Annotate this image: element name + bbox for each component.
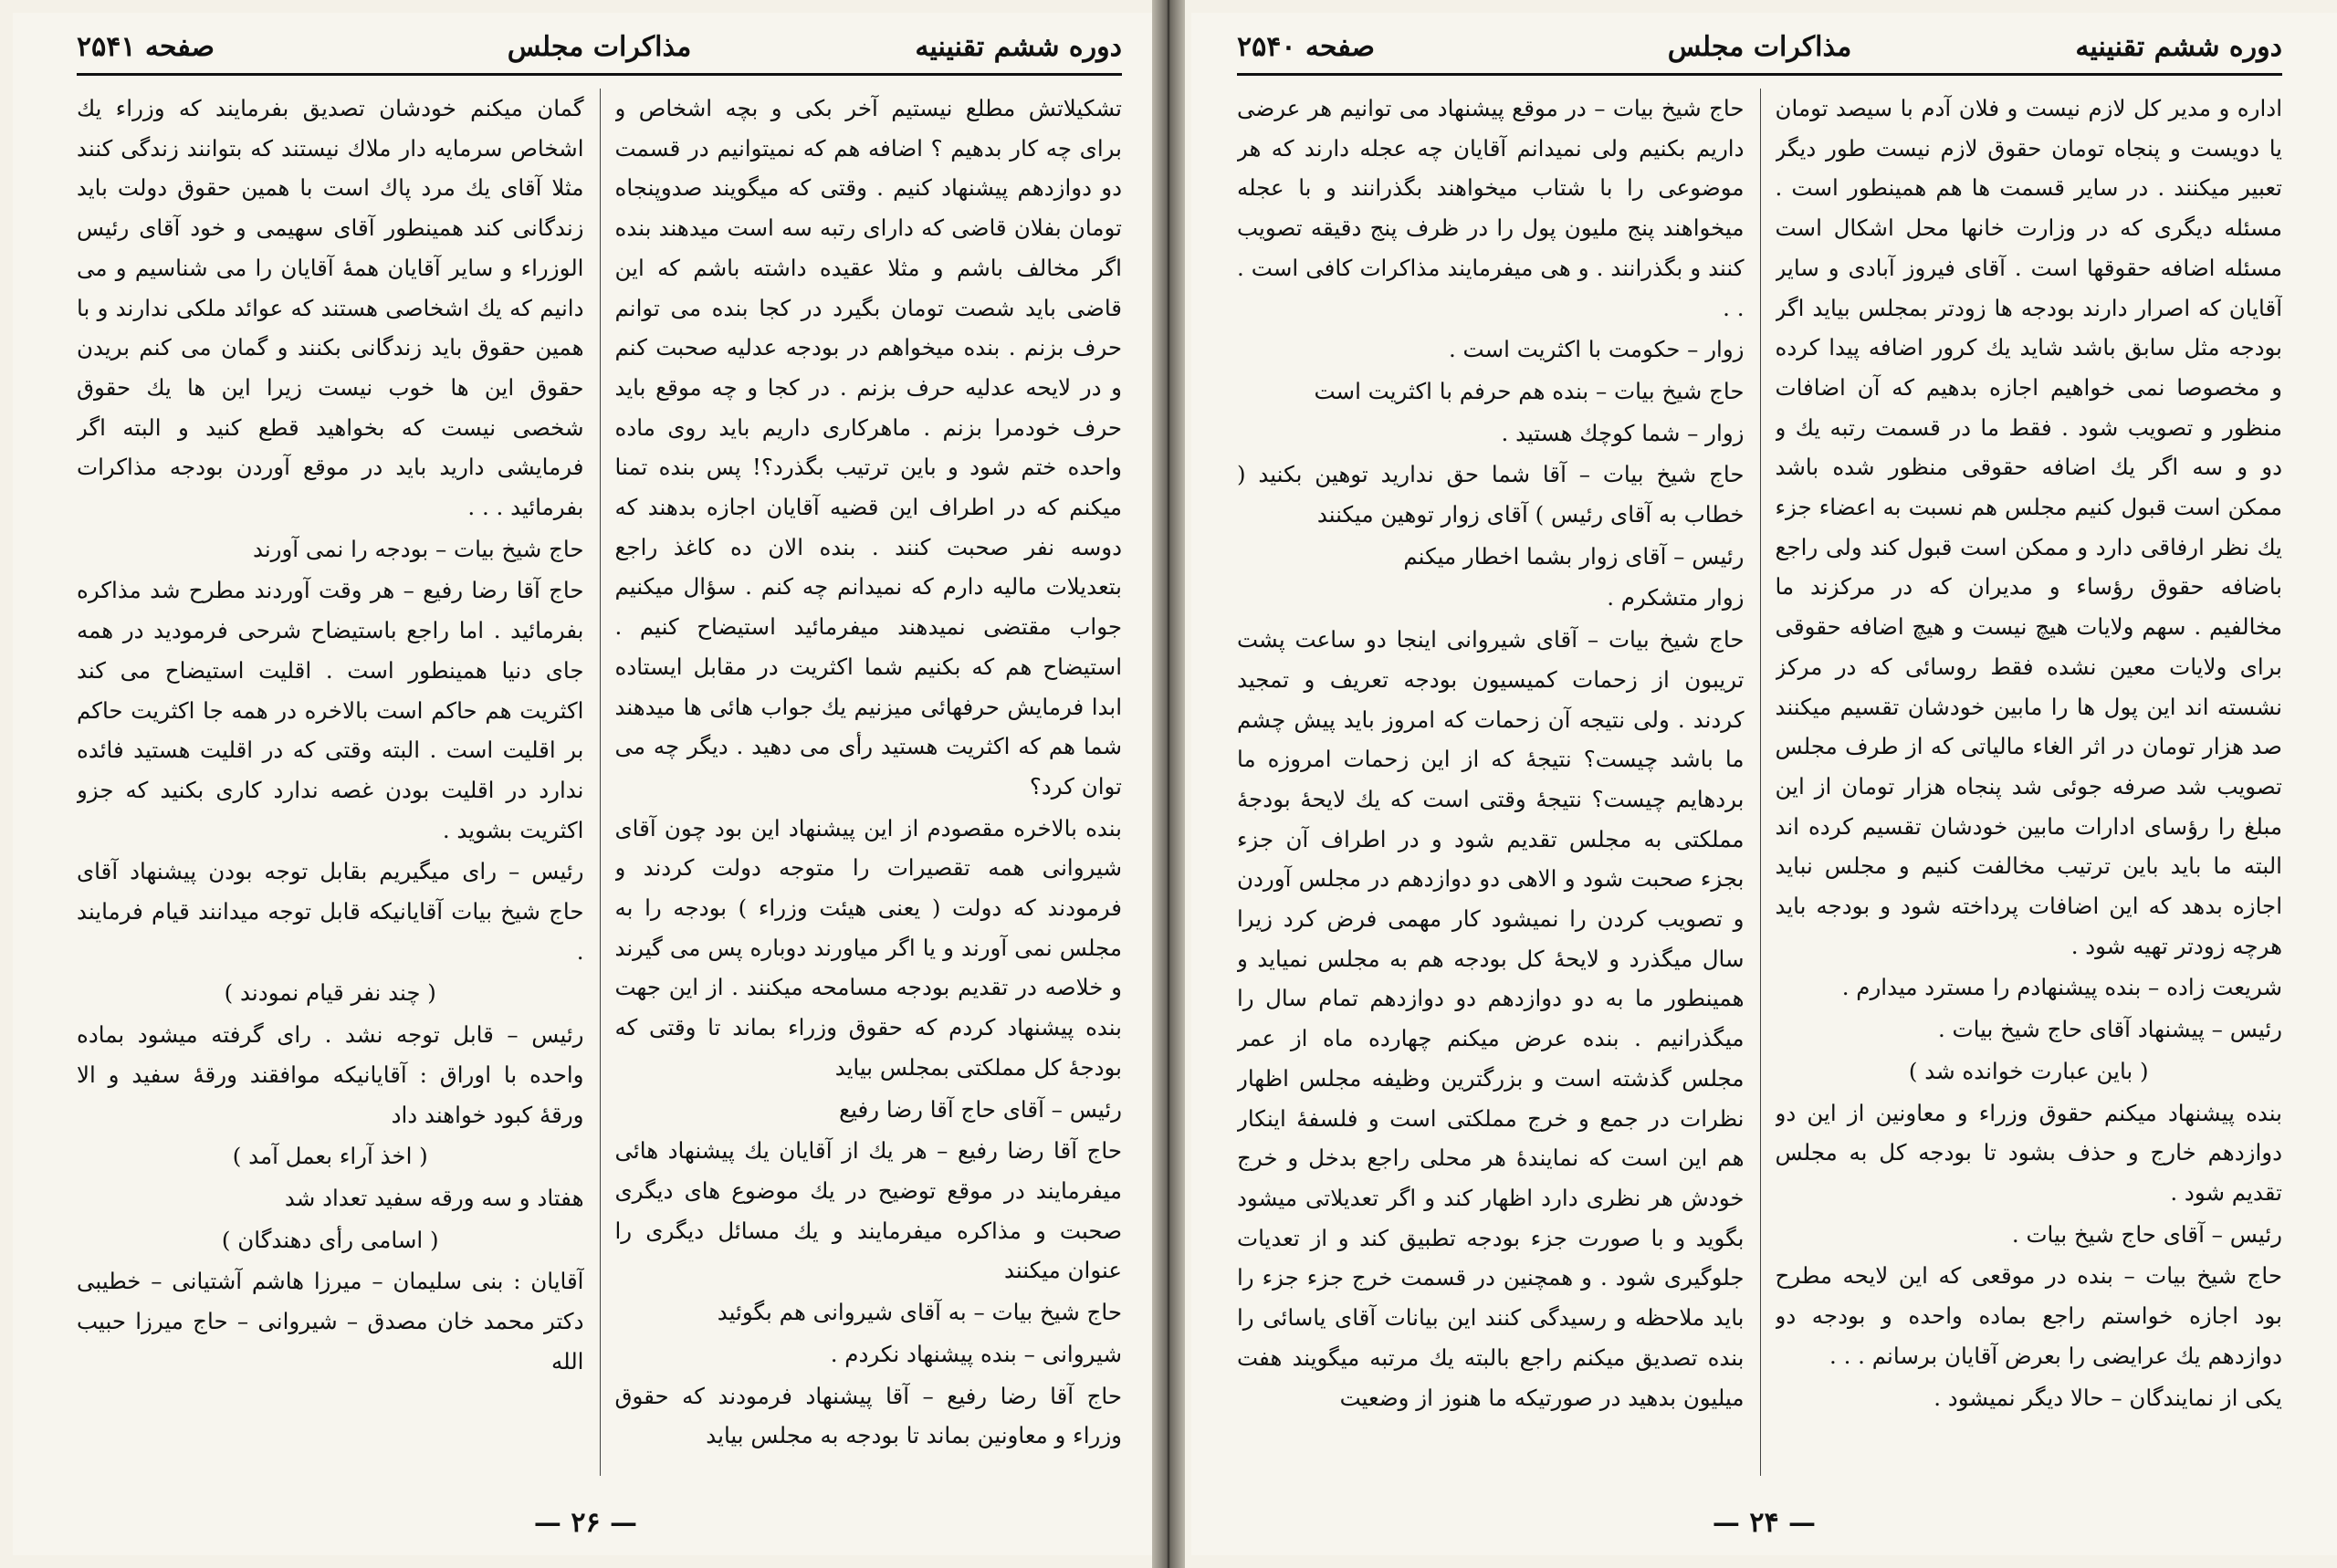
page-footer-number: — ۲۴ —: [1712, 1507, 1817, 1539]
paragraph: رئیس – آقای حاج شیخ بیات .: [2011, 1220, 2282, 1248]
paragraph: زوار – حکومت با اکثریت است .: [1448, 336, 1745, 363]
paragraph: ( چند نفر قیام نمودند ): [224, 979, 436, 1007]
right-column: [1776, 89, 2283, 1476]
paragraph: آقایان : بنی سلیمان – میرزا هاشم آشتیانی – خطیبی دکتر محمد خان مصدق – شیروانی – حاج میرزا حبیب الله: [77, 1268, 584, 1375]
paragraph: حاج شیخ بیات – آقای شیروانی اینجا دو ساعت پشت تریبون از زحمات کمیسیون بودجه تعریف و تمجید کردند . ولی نتیجه آن زحمات که امروز باید پیش چشم ما باشد چیست؟ نتیجهٔ که از این زحمات امروزه ما بردهایم چیست؟ نتیجهٔ وقتی است که یك لایحهٔ بودجهٔ مملکتی به مجلس تقدیم شود و در اطراف آن جزء بجزء صحبت شود و الاهی دو دوازدهم در مجلس آوردن و تصویب کردن را نمیشود کار مهمی فرض کرد زیرا سال میگذرد و لایحهٔ کل بودجه هم به مجلس نمیاید و همینطور ما به دو دوازدهم دو دوازدهم تمام سال را میگذرانیم . بنده عرض میکنم چهارده ماه از عمر مجلس گذشته است و بزرگترین وظیفه مجلس اظهار نظرات در جمع و خرج مملکتی است و فلسفهٔ اینکار هم این است که نمایندهٔ هر محلی راجع بدخل و خرج خودش هر نظری دارد اظهار کند و اگر تعدیلاتی میشود بگوید و با صورت جزء بودجه تطبیق کند و از تعدیات جلوگیری شود . و همچنین در قسمت خرج جزء جزء را باید ملاحظه و رسیدگی کنند این بیانات آقای یاسائی را بنده تصدیق میکنم راجع بالبته یك مرتبه میگویند هفت میلیون بدهید در صورتیکه ما هنوز از وضعیت: [1237, 626, 1745, 1411]
paragraph: حاج شیخ بیات – به آقای شیروانی هم بگوئید: [717, 1299, 1122, 1326]
paragraph: شریعت زاده – بنده پیشنهادم را مسترد میدارم .: [1841, 974, 2282, 1001]
paragraph: حاج شیخ بیات – در موقع پیشنهاد می توانیم هر عرضی داریم بکنیم ولی نمیدانم آقایان چه عجله دارند که هر موضوعی را با شتاب میخواهند بگذرانند و با عجله میخواهند پنج ملیون پول را در ظرف پنج دقیقه تصویب کنند و بگذرانند . و هی میفرمایند مذاکرات کافی است . . .: [1237, 95, 1745, 321]
page-header: [77, 20, 1122, 76]
text-columns: [1237, 89, 2282, 1476]
paragraph: رئیس – رای میگیریم بقابل توجه بودن پیشنهاد آقای حاج شیخ بیات آقایانیکه قابل توجه میدانند قیام فرمایند .: [77, 858, 584, 965]
paragraph: رئیس – آقای حاج آقا رضا رفیع: [839, 1095, 1122, 1123]
paragraph: زوار متشکرم .: [1607, 584, 1745, 612]
paragraph: ( اخذ آراء بعمل آمد ): [232, 1143, 428, 1170]
paragraph: تشکیلاتش مطلع نیستیم آخر بکی و بچه اشخاص و برای چه کار بدهیم ؟ اضافه هم که نمیتوانیم در قسمت دو دوازدهم پیشنهاد کنیم . وقتی که میگویند صدوپنجاه تومان بفلان قاضی که دارای رتبه سه است میدهند بنده اگر مخالف باشم و مثلا عقیده داشته باشم که این قاضی باید شصت تومان بگیرد در کجا بنده می توانم حرف بزنم . بنده میخواهم در بودجه عدلیه صحبت کنم و در لایحه عدلیه حرف بزنم . در کجا و چه موقع باید حرف خودمرا بزنم . ماهرکاری داریم باید روی ماده واحده ختم شود و باین ترتیب بگذرد؟! پس بنده تمنا میکنم که در اطراف این قضیه آقایان اجازه بدهند که دوسه نفر صحبت کنند . بنده الان ده کاغذ راجع بتعدیلات مالیه دارم که نمیدانم چه کنم . سؤال میکنیم جواب مقتضی نمیدهند میفرمائید استیضاح کنیم . استیضاح هم که بکنیم شما اکثریت در مقابل ایستاده ابدا فرمایش حرفهائی میزنیم یك جواب هائی ها میدهند شما هم که اکثریت هستید رأی می دهید . دیگر چه می توان کرد؟: [614, 95, 1122, 800]
column-divider: [1760, 89, 1761, 1476]
book-gutter: [1152, 0, 1185, 1568]
text-columns: [77, 89, 1122, 1476]
paragraph: حاج آقا رضا رفیع – هر وقت آوردند مطرح شد مذاکره بفرمائید . اما راجع باستیضاح شرحی فرمودید در همه جای دنیا همینطور است . اقلیت استیضاح می کند اکثریت هم حاکم است بالاخره در همه جا اکثریت حاکم بر اقلیت است . البته وقتی که در اقلیت هستید فائده ندارد در اقلیت بودن غصه ندارد کاری بکنید که جزو اکثریت بشوید .: [77, 577, 584, 843]
page-footer-number: — ۲۶ —: [533, 1507, 638, 1539]
right-column: [615, 89, 1123, 1476]
paragraph: حاج شیخ بیات – بنده هم حرفم با اکثریت است: [1314, 377, 1745, 404]
paragraph: یکی از نمایندگان – حالا دیگر نمیشود .: [1934, 1384, 2282, 1411]
paragraph: بنده پیشنهاد میکنم حقوق وزراء و معاونین از این دو دوازدهم خارج و حذف بشود تا بودجه کل به مجلس تقدیم شود .: [1775, 1099, 2282, 1206]
left-column: [1237, 89, 1745, 1476]
paragraph: هفتاد و سه ورقه سفید تعداد شد: [284, 1184, 584, 1211]
column-divider: [600, 89, 601, 1476]
paragraph: رئیس – آقای زوار بشما اخطار میکنم: [1403, 542, 1745, 570]
right-page: [1191, 13, 2337, 1555]
paragraph: رئیس – قابل توجه نشد . رای گرفته میشود بماده واحده با اوراق : آقایانیکه موافقند ورقهٔ سفید و الا ورقهٔ کبود خواهند داد: [77, 1021, 584, 1128]
left-page: [13, 13, 1158, 1555]
paragraph: حاج شیخ بیات – بنده در موقعی که این لایحه مطرح بود اجازه خواستم راجع بماده واحده و بودجه دو دوازدهم یك عرایضی را بعرض آقایان برسانم . . .: [1775, 1262, 2282, 1369]
paragraph: ( باین عبارت خوانده شد ): [1908, 1057, 2149, 1084]
paragraph: رئیس – پیشنهاد آقای حاج شیخ بیات .: [1937, 1016, 2282, 1043]
paragraph: شیروانی – بنده پیشنهاد نکردم .: [830, 1340, 1122, 1367]
header-volume: دوره ششم تقنینیه: [2075, 30, 2282, 63]
header-page-number: صفحه ۲۵۴۱: [77, 30, 215, 63]
header-title: مذاکرات مجلس: [1667, 30, 1852, 63]
paragraph: بنده بالاخره مقصودم از این پیشنهاد این بود چون آقای شیروانی همه تقصیرات را متوجه دولت کردند و فرمودند که دولت ( یعنی هیئت وزراء ) بودجه را به مجلس نمی آورند و یا اگر میاورند دوباره پس می گیرند و خلاصه در تقدیم بودجه مسامحه میکنند . از این جهت بنده پیشنهاد کردم که حقوق وزراء بماند تا وقتی که بودجهٔ کل مملکتی بمجلس بیاید: [614, 814, 1122, 1081]
paragraph: حاج شیخ بیات – آقا شما حق ندارید توهین بکنید ( خطاب به آقای رئیس ) آقای زوار توهین میکنند: [1237, 461, 1745, 528]
paragraph: حاج آقا رضا رفیع – آقا پیشنهاد فرمودند که حقوق وزراء و معاونین بماند تا بودجه به مجلس بیاید: [614, 1382, 1122, 1449]
left-column: [77, 89, 584, 1476]
paragraph: زوار – شما کوچك هستید .: [1501, 419, 1745, 446]
paragraph: حاج آقا رضا رفیع – هر یك از آقایان یك پیشنهاد هائی میفرمایند در موقع توضیح در یك موضوع های دیگری صحبت و مذاکره میفرمایند و یك مسائل دیگری را عنوان میکنند: [614, 1137, 1122, 1284]
paragraph: حاج شیخ بیات – بودجه را نمی آورند: [252, 535, 584, 562]
paragraph: اداره و مدیر کل لازم نیست و فلان آدم با سیصد تومان یا دویست و پنجاه تومان حقوق لازم نیست طور دیگر تعبیر میکنند . در سایر قسمت ها هم همینطور است . مسئله دیگری که در وزارت خانها محل اشکال است مسئله اضافه حقوقها است . آقای فیروز آبادی و سایر آقایان که اصرار دارند بودجه ها زودتر بمجلس بیاید اگر بودجه مثل سابق باشد شاید یك کرور اضافه پیدا کرده و مخصوصا نمی خواهیم اجازه بدهیم که آن اضافات منظور و تصویب شود . فقط ما در قسمت رتبه یك و دو و سه اگر یك اضافه حقوقی منظور شده باشد ممکن است قبول کنیم مجلس هم نسبت به اعضاء جزء یك نظر ارفاقی دارد و ممکن است قبول کند ولی راجع باضافه حقوق رؤساء و مدیران که در مرکزند ما مخالفیم . سهم ولایات هیچ نیست و هیچ اضافه حقوقی برای ولایات معین نشده فقط روسائی که در مرکز نشسته اند این پول ها را مابین خودشان تقسیم میکنند صد هزار تومان در اثر الغاء مالیاتی که از طرف مجلس تصویب شد صرفه جوئی شد پنجاه هزار تومان از این مبلغ را رؤسای ادارات مابین خودشان تقسیم کرده اند البته ما باید باین ترتیب مخالفت کنیم و مجلس نباید اجازه بدهد که این اضافات پرداخته شود و بودجه باید هرچه زودتر تهیه شود .: [1775, 95, 2282, 959]
header-page-number: صفحه ۲۵۴۰: [1237, 30, 1375, 63]
paragraph: ( اسامی رأی دهندگان ): [221, 1226, 439, 1253]
paragraph: گمان میکنم خودشان تصدیق بفرمایند که وزراء یك اشخاص سرمایه دار ملاك نیستند که بتوانند زندگی کنند مثلا آقای یك مرد پاك است با همین حقوق دولت باید زندگانی کند همینطور آقای سهیمی و خود آقای رئیس الوزراء و سایر آقایان همهٔ آقایان را می شناسیم و می دانیم که یك اشخاصی هستند که عوائد ملکی ندارند و با همین حقوق باید زندگانی بکنند و گمان می کنم بریدن حقوق این ها خوب نیست زیرا این ها یك حقوق شخصی نیست که بخواهید قطع کنید و البته اگر فرمایشی دارید باید در موقع آوردن بودجه مذاکرات بفرمائید . . .: [77, 95, 584, 521]
header-volume: دوره ششم تقنینیه: [915, 30, 1122, 63]
page-header: [1237, 20, 2282, 76]
header-title: مذاکرات مجلس: [507, 30, 692, 63]
